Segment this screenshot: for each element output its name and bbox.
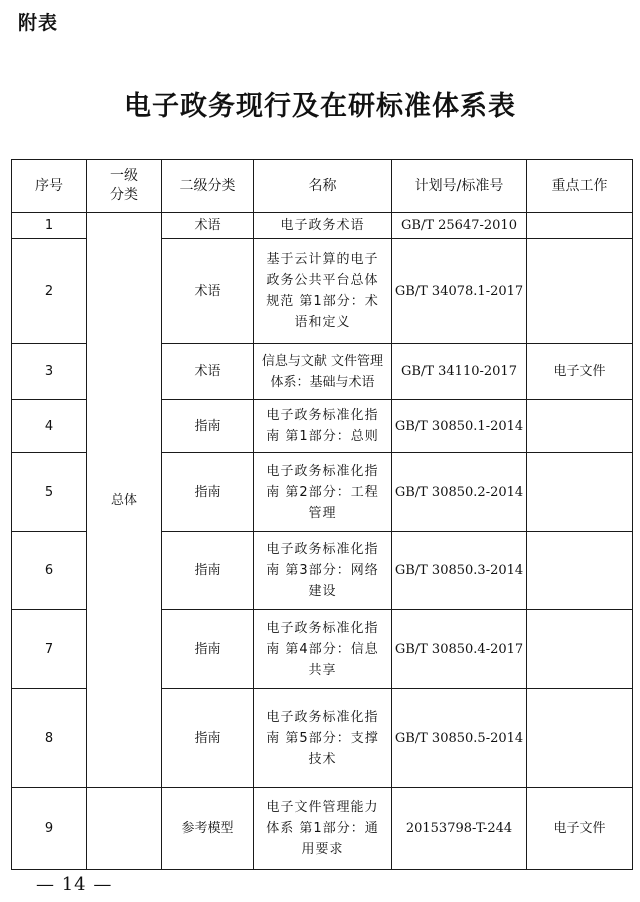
cell-code: GB/T 30850.4-2017 — [392, 610, 527, 689]
cell-code: GB/T 34078.1-2017 — [392, 239, 527, 344]
cell-focus — [527, 689, 633, 788]
table-row — [12, 213, 633, 239]
cell-seq: 1 — [12, 213, 87, 239]
cell-seq: 7 — [12, 610, 87, 689]
cell-name: 电子政务标准化指 南 第2部分：工程 管理 — [254, 453, 392, 532]
col-header-code: 计划号/标准号 — [392, 160, 527, 213]
cell-seq: 8 — [12, 689, 87, 788]
col-header-focus: 重点工作 — [527, 160, 633, 213]
cell-subcategory: 指南 — [162, 689, 254, 788]
cell-subcategory: 术语 — [162, 213, 254, 239]
cell-seq: 2 — [12, 239, 87, 344]
cell-code: GB/T 25647-2010 — [392, 213, 527, 239]
cell-focus — [527, 239, 633, 344]
cell-seq: 5 — [12, 453, 87, 532]
appendix-label: 附表 — [18, 12, 59, 34]
table-header-row — [12, 160, 633, 213]
cell-code: GB/T 34110-2017 — [392, 344, 527, 400]
cell-focus: 电子文件 — [527, 344, 633, 400]
cell-subcategory: 参考模型 — [162, 788, 254, 870]
cell-seq: 4 — [12, 400, 87, 453]
cell-seq: 3 — [12, 344, 87, 400]
cell-focus — [527, 213, 633, 239]
col-header-level1: 一级 分类 — [87, 160, 162, 213]
cell-code: GB/T 30850.2-2014 — [392, 453, 527, 532]
cell-focus — [527, 400, 633, 453]
cell-subcategory: 指南 — [162, 610, 254, 689]
cell-focus: 电子文件 — [527, 788, 633, 870]
cell-code: GB/T 30850.3-2014 — [392, 532, 527, 610]
cell-subcategory: 指南 — [162, 532, 254, 610]
col-header-name: 名称 — [254, 160, 392, 213]
cell-name: 电子政务标准化指 南 第3部分：网络 建设 — [254, 532, 392, 610]
cell-subcategory: 指南 — [162, 453, 254, 532]
table-row — [12, 788, 633, 870]
col-header-seq: 序号 — [12, 160, 87, 213]
cell-code: GB/T 30850.1-2014 — [392, 400, 527, 453]
cell-focus — [527, 453, 633, 532]
page-number: — 14 — — [36, 874, 113, 895]
document-title: 电子政务现行及在研标准体系表 — [124, 91, 516, 122]
cell-subcategory: 术语 — [162, 239, 254, 344]
cell-name: 电子政务标准化指 南 第1部分：总则 — [254, 400, 392, 453]
cell-code: 20153798-T-244 — [392, 788, 527, 870]
cell-subcategory: 指南 — [162, 400, 254, 453]
cell-category — [87, 788, 162, 870]
cell-name: 电子政务术语 — [254, 213, 392, 239]
cell-focus — [527, 610, 633, 689]
cell-seq: 9 — [12, 788, 87, 870]
cell-code: GB/T 30850.5-2014 — [392, 689, 527, 788]
cell-name: 电子政务标准化指 南 第5部分：支撑 技术 — [254, 689, 392, 788]
cell-name: 基于云计算的电子 政务公共平台总体 规范 第1部分：术 语和定义 — [254, 239, 392, 344]
col-header-level2: 二级分类 — [162, 160, 254, 213]
cell-subcategory: 术语 — [162, 344, 254, 400]
standards-table — [11, 159, 633, 870]
cell-seq: 6 — [12, 532, 87, 610]
cell-focus — [527, 532, 633, 610]
cell-name: 信息与文献 文件管理 体系：基础与术语 — [254, 344, 392, 400]
cell-category-merged: 总体 — [87, 213, 162, 788]
cell-name: 电子政务标准化指 南 第4部分：信息 共享 — [254, 610, 392, 689]
cell-name: 电子文件管理能力 体系 第1部分：通 用要求 — [254, 788, 392, 870]
